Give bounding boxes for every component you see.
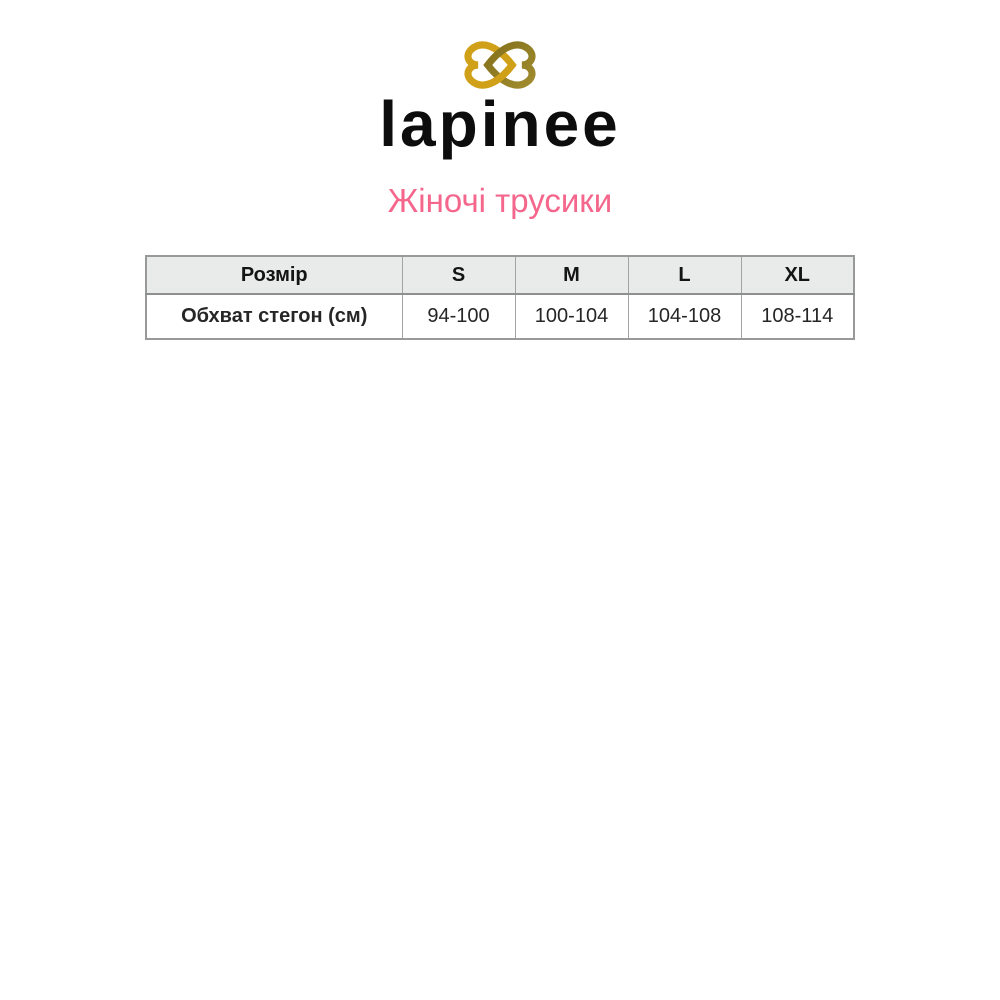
size-table-header-size-label: Розмір	[146, 256, 402, 294]
row-label-hips: Обхват стегон (см)	[146, 294, 402, 339]
page-title: Жіночі трусики	[387, 182, 613, 219]
content-column	[0, 0, 1000, 340]
size-table-header-s: S	[402, 256, 515, 294]
value-s: 94-100	[402, 294, 515, 339]
value-m: 100-104	[515, 294, 628, 339]
brand-wordmark: lapinee	[379, 88, 621, 160]
size-table-header-l: L	[628, 256, 741, 294]
size-table-header-m: M	[515, 256, 628, 294]
value-l: 104-108	[628, 294, 741, 339]
size-table-header-row	[146, 256, 854, 294]
size-table	[145, 255, 855, 340]
size-table-header-xl: XL	[741, 256, 854, 294]
value-xl: 108-114	[741, 294, 854, 339]
size-table-data-row	[146, 294, 854, 339]
interlocked-hearts-icon	[458, 36, 542, 94]
